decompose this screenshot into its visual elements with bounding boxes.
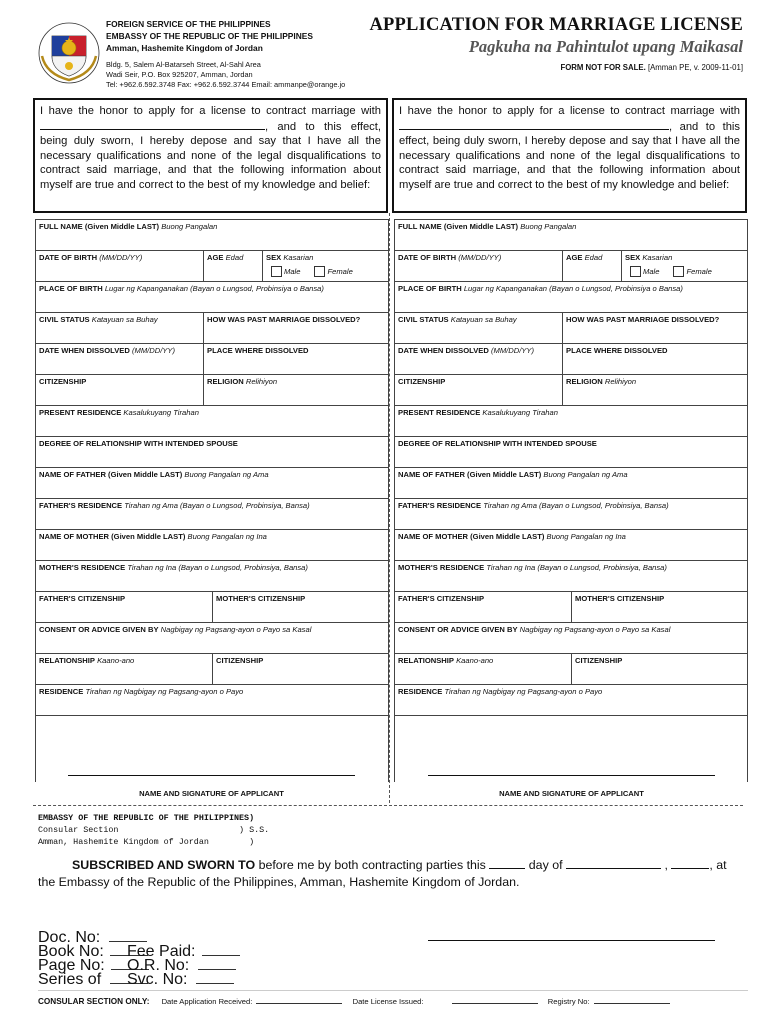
- residence-field[interactable]: PRESENT RESIDENCE Kasalukuyang Tirahan: [395, 406, 748, 437]
- venue-line-3: Amman, Hashemite Kingdom of Jordan ): [38, 837, 255, 847]
- consent-citizenship-field[interactable]: CITIZENSHIP: [572, 654, 748, 685]
- sworn-text-5: the Embassy of the Republic of the Philippines, Amman, Hashemite Kingdom of Jordan.: [38, 875, 520, 889]
- father-citizenship-field[interactable]: FATHER'S CITIZENSHIP: [395, 592, 572, 623]
- venue-line-2: Consular Section ) S.S.: [38, 825, 270, 835]
- year-field[interactable]: [671, 858, 709, 869]
- mother-residence-field[interactable]: MOTHER'S RESIDENCE Tirahan ng Ina (Bayan o Lungsod, Probinsiya, Bansa): [36, 561, 389, 592]
- fee-paid-field[interactable]: [202, 947, 240, 956]
- father-name-field[interactable]: NAME OF FATHER (Given Middle LAST) Buong Pangalan ng Ama: [395, 468, 748, 499]
- dissolved-date-field[interactable]: DATE WHEN DISSOLVED (MM/DD/YY): [395, 344, 563, 375]
- not-for-sale: FORM NOT FOR SALE.: [560, 63, 646, 72]
- sworn-text-2: day of: [528, 858, 563, 872]
- male-checkbox[interactable]: [630, 266, 641, 277]
- oath-text-1: I have the honor to apply for a license to contract marriage with: [399, 105, 740, 117]
- registry-no-field[interactable]: [594, 995, 670, 1004]
- signature-area[interactable]: [36, 716, 389, 782]
- consent-field[interactable]: CONSENT OR ADVICE GIVEN BY Nagbigay ng Pagsang-ayon o Payo sa Kasal: [36, 623, 389, 654]
- form-title: APPLICATION FOR MARRIAGE LICENSE: [369, 15, 743, 35]
- relationship-field[interactable]: RELATIONSHIP Kaano-ano: [395, 654, 572, 685]
- pob-field[interactable]: PLACE OF BIRTH Lugar ng Kapanganakan (Bayan o Lungsod, Probinsiya o Bansa): [36, 282, 389, 313]
- form-subtitle: Pagkuha na Pahintulot upang Maikasal: [468, 37, 743, 56]
- mother-name-field[interactable]: NAME OF MOTHER (Given Middle LAST) Buong Pangalan ng Ina: [36, 530, 389, 561]
- residence-field[interactable]: PRESENT RESIDENCE Kasalukuyang Tirahan: [36, 406, 389, 437]
- sworn-text-4: , at: [709, 858, 727, 872]
- mother-citizenship-field[interactable]: MOTHER'S CITIZENSHIP: [213, 592, 389, 623]
- religion-field[interactable]: RELIGION Relihiyon: [563, 375, 748, 406]
- full-name-field[interactable]: FULL NAME (Given Middle LAST) Buong Pangalan: [395, 220, 748, 251]
- applicant-form-left: [35, 219, 389, 782]
- date-issued-label: Date License Issued:: [352, 997, 424, 1006]
- intended-spouse-field[interactable]: [399, 119, 669, 130]
- consent-citizenship-field[interactable]: CITIZENSHIP: [213, 654, 389, 685]
- signature-label-left: NAME AND SIGNATURE OF APPLICANT: [139, 789, 284, 798]
- or-no-field[interactable]: [198, 961, 236, 970]
- svc-no-field[interactable]: [196, 975, 234, 984]
- section-divider: [33, 805, 743, 806]
- oath-box-right: [392, 98, 747, 213]
- embassy-header: [106, 18, 406, 90]
- page-no-label: Page No:: [38, 957, 105, 974]
- sworn-text-1: before me by both contracting parties this: [258, 858, 486, 872]
- philippine-seal-icon: [38, 22, 100, 84]
- father-residence-field[interactable]: FATHER'S RESIDENCE Tirahan ng Ama (Bayan o Lungsod, Probinsiya, Bansa): [395, 499, 748, 530]
- form-version: [369, 63, 743, 72]
- degree-relationship-field[interactable]: DEGREE OF RELATIONSHIP WITH INTENDED SPOUSE: [36, 437, 389, 468]
- doc-no-field[interactable]: [109, 933, 147, 942]
- full-name-field[interactable]: FULL NAME (Given Middle LAST) Buong Pangalan: [36, 220, 389, 251]
- mother-residence-field[interactable]: MOTHER'S RESIDENCE Tirahan ng Ina (Bayan o Lungsod, Probinsiya, Bansa): [395, 561, 748, 592]
- religion-field[interactable]: RELIGION Relihiyon: [204, 375, 389, 406]
- venue-line-1: EMBASSY OF THE REPUBLIC OF THE PHILIPPINES): [38, 813, 255, 823]
- father-residence-field[interactable]: FATHER'S RESIDENCE Tirahan ng Ama (Bayan o Lungsod, Probinsiya, Bansa): [36, 499, 389, 530]
- or-no-label: O.R. No:: [127, 957, 190, 974]
- sworn-text-3: ,: [664, 858, 668, 872]
- embassy-venue-block: [38, 812, 269, 848]
- applicant-form-right: [394, 219, 748, 782]
- org-line-2: EMBASSY OF THE REPUBLIC OF THE PHILIPPINES: [106, 31, 313, 41]
- sworn-heading: SUBSCRIBED AND SWORN TO: [72, 858, 256, 872]
- age-field[interactable]: AGE Edad: [204, 251, 263, 282]
- dissolved-place-field[interactable]: PLACE WHERE DISSOLVED: [563, 344, 748, 375]
- consular-label: CONSULAR SECTION ONLY:: [38, 997, 150, 1006]
- consul-signature-line[interactable]: [428, 940, 715, 941]
- degree-relationship-field[interactable]: DEGREE OF RELATIONSHIP WITH INTENDED SPOUSE: [395, 437, 748, 468]
- date-received-label: Date Application Received:: [161, 997, 253, 1006]
- svc-no-label: Svc. No:: [127, 971, 188, 988]
- father-name-field[interactable]: NAME OF FATHER (Given Middle LAST) Buong Pangalan ng Ama: [36, 468, 389, 499]
- org-line-3: Amman, Hashemite Kingdom of Jordan: [106, 43, 263, 53]
- svc-no-row: [127, 971, 234, 989]
- father-citizenship-field[interactable]: FATHER'S CITIZENSHIP: [36, 592, 213, 623]
- civil-status-field[interactable]: CIVIL STATUS Katayuan sa Buhay: [36, 313, 204, 344]
- doc-no-label: Doc. No:: [38, 929, 101, 946]
- citizenship-field[interactable]: CITIZENSHIP: [36, 375, 204, 406]
- mother-citizenship-field[interactable]: MOTHER'S CITIZENSHIP: [572, 592, 748, 623]
- male-checkbox[interactable]: [271, 266, 282, 277]
- signature-label-right: NAME AND SIGNATURE OF APPLICANT: [499, 789, 644, 798]
- consent-residence-field[interactable]: RESIDENCE Tirahan ng Nagbigay ng Pagsang-ayon o Payo: [395, 685, 748, 716]
- registry-no-label: Registry No:: [547, 997, 590, 1006]
- dob-field[interactable]: DATE OF BIRTH (MM/DD/YY): [36, 251, 204, 282]
- female-checkbox[interactable]: [673, 266, 684, 277]
- oath-box-left: [33, 98, 388, 213]
- oath-text-2: , and to this effect, being duly sworn, I hereby depose and say that I have all the necessary qualifications and none of the legal disqualifications to contract said marriage, and that the following information about myself are true and correct to the best of my knowledge and belief:: [40, 120, 381, 191]
- oath-text-2: , and to this effect, being duly sworn, I hereby depose and say that I have all the necessary qualifications and none of the legal disqualifications to contract said marriage, and that the following information about myself are true and correct to the best of my knowledge and belief:: [399, 120, 740, 191]
- civil-status-field[interactable]: CIVIL STATUS Katayuan sa Buhay: [395, 313, 563, 344]
- series-label: Series of: [38, 971, 102, 988]
- pob-field[interactable]: PLACE OF BIRTH Lugar ng Kapanganakan (Bayan o Lungsod, Probinsiya o Bansa): [395, 282, 748, 313]
- signature-line-left[interactable]: [68, 775, 355, 776]
- book-no-label: Book No:: [38, 943, 104, 960]
- date-issued-field[interactable]: [452, 995, 538, 1004]
- sex-field: SEX Kasarian Male Female: [263, 251, 389, 282]
- dissolved-date-field[interactable]: DATE WHEN DISSOLVED (MM/DD/YY): [36, 344, 204, 375]
- address-line-2: Wadi Seir, P.O. Box 925207, Amman, Jordan: [106, 70, 253, 79]
- consent-field[interactable]: CONSENT OR ADVICE GIVEN BY Nagbigay ng Pagsang-ayon o Payo sa Kasal: [395, 623, 748, 654]
- month-field[interactable]: [566, 858, 661, 869]
- oath-text-1: I have the honor to apply for a license to contract marriage with: [40, 105, 381, 117]
- address-line-1: Bldg. 5, Salem Al-Batarseh Street, Al-Sahl Area: [106, 60, 261, 69]
- sworn-statement: [38, 857, 750, 891]
- sex-field: SEX Kasarian Male Female: [622, 251, 748, 282]
- signature-line-right[interactable]: [428, 775, 715, 776]
- form-title-block: [369, 15, 743, 72]
- fee-paid-label: Fee Paid:: [127, 943, 196, 960]
- date-received-field[interactable]: [256, 995, 342, 1004]
- citizenship-field[interactable]: CITIZENSHIP: [395, 375, 563, 406]
- signature-area[interactable]: [395, 716, 748, 782]
- intended-spouse-field[interactable]: [40, 119, 265, 130]
- mother-name-field[interactable]: NAME OF MOTHER (Given Middle LAST) Buong Pangalan ng Ina: [395, 530, 748, 561]
- dissolved-place-field[interactable]: PLACE WHERE DISSOLVED: [204, 344, 389, 375]
- age-field[interactable]: AGE Edad: [563, 251, 622, 282]
- contact-line: Tel: +962.6.592.3748 Fax: +962.6.592.3744 Email: ammanpe@orange.jo: [106, 80, 346, 89]
- dissolved-how-field[interactable]: HOW WAS PAST MARRIAGE DISSOLVED?: [563, 313, 748, 344]
- female-checkbox[interactable]: [314, 266, 325, 277]
- version-text: [Amman PE, v. 2009-11-01]: [647, 63, 743, 72]
- day-field[interactable]: [489, 858, 525, 869]
- center-divider: [389, 213, 390, 803]
- relationship-field[interactable]: RELATIONSHIP Kaano-ano: [36, 654, 213, 685]
- org-line-1: FOREIGN SERVICE OF THE PHILIPPINES: [106, 19, 271, 29]
- dob-field[interactable]: DATE OF BIRTH (MM/DD/YY): [395, 251, 563, 282]
- consular-section-footer: [38, 990, 748, 1006]
- dissolved-how-field[interactable]: HOW WAS PAST MARRIAGE DISSOLVED?: [204, 313, 389, 344]
- consent-residence-field[interactable]: RESIDENCE Tirahan ng Nagbigay ng Pagsang-ayon o Payo: [36, 685, 389, 716]
